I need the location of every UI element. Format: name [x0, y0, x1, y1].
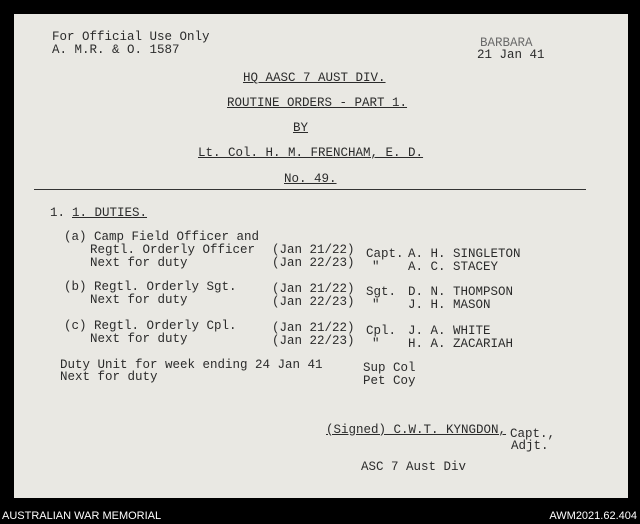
- duty-a-label-3: Next for duty: [90, 256, 188, 270]
- document-date: 21 Jan 41: [477, 48, 545, 62]
- duty-c-rank-2: ": [372, 337, 380, 351]
- orders-title: ROUTINE ORDERS - PART 1.: [227, 96, 408, 110]
- duty-unit-1: Sup Col: [363, 361, 416, 375]
- duty-c-date-1: (Jan 21/22): [272, 321, 355, 335]
- duty-a-rank-1: Capt.: [366, 247, 404, 261]
- duty-unit-2: Pet Coy: [363, 374, 416, 388]
- duty-c-label-2: Next for duty: [90, 332, 188, 346]
- order-number: No. 49.: [284, 172, 337, 186]
- duty-a-label-2: Regtl. Orderly Officer: [90, 243, 256, 257]
- signer-rank: Capt.,: [510, 427, 556, 441]
- divider-rule: [34, 189, 586, 190]
- section-heading: 1. DUTIES.: [72, 206, 148, 220]
- section-number: 1.: [50, 206, 73, 220]
- duty-b-label-2: Next for duty: [90, 293, 188, 307]
- duty-a-date-1: (Jan 21/22): [272, 243, 355, 257]
- signer-role: Adjt.: [511, 439, 549, 453]
- duty-b-name-2: J. H. MASON: [408, 298, 491, 312]
- duty-c-rank-1: Cpl.: [366, 324, 397, 338]
- archive-footer: [0, 506, 640, 524]
- duty-unit-label-1: Duty Unit for week ending 24 Jan 41: [60, 358, 323, 372]
- duty-b-rank-1: Sgt.: [366, 285, 397, 299]
- duty-a-name-1: A. H. SINGLETON: [408, 247, 521, 261]
- duty-unit-label-2: Next for duty: [60, 370, 158, 384]
- duty-c-name-1: J. A. WHITE: [408, 324, 491, 338]
- classification-line: For Official Use Only: [52, 30, 210, 44]
- duty-a-name-2: A. C. STACEY: [408, 260, 499, 274]
- duty-a-date-2: (Jan 22/23): [272, 256, 355, 270]
- duty-a-rank-2: ": [372, 260, 380, 274]
- duty-b-rank-2: ": [372, 298, 380, 312]
- duty-c-name-2: H. A. ZACARIAH: [408, 337, 514, 351]
- signer-unit: ASC 7 Aust Div: [361, 460, 467, 474]
- document-page: [14, 14, 628, 498]
- location-stamp: BARBARA: [480, 36, 533, 50]
- duty-c-date-2: (Jan 22/23): [272, 334, 355, 348]
- issuing-officer: Lt. Col. H. M. FRENCHAM, E. D.: [198, 146, 424, 160]
- signed-by: (Signed) C.W.T. KYNGDON,: [326, 423, 507, 437]
- duty-b-label-1: (b) Regtl. Orderly Sgt.: [64, 280, 237, 294]
- duty-b-date-2: (Jan 22/23): [272, 295, 355, 309]
- archive-name: AUSTRALIAN WAR MEMORIAL: [2, 510, 162, 522]
- duty-b-date-1: (Jan 21/22): [272, 282, 355, 296]
- duty-b-name-1: D. N. THOMPSON: [408, 285, 514, 299]
- duty-c-label-1: (c) Regtl. Orderly Cpl.: [64, 319, 237, 333]
- by-line: BY: [293, 121, 309, 135]
- reference-number: A. M.R. & O. 1587: [52, 43, 180, 57]
- unit-title: HQ AASC 7 AUST DIV.: [243, 71, 386, 85]
- archive-id: AWM2021.62.404: [549, 510, 637, 522]
- duty-a-label-1: (a) Camp Field Officer and: [64, 230, 260, 244]
